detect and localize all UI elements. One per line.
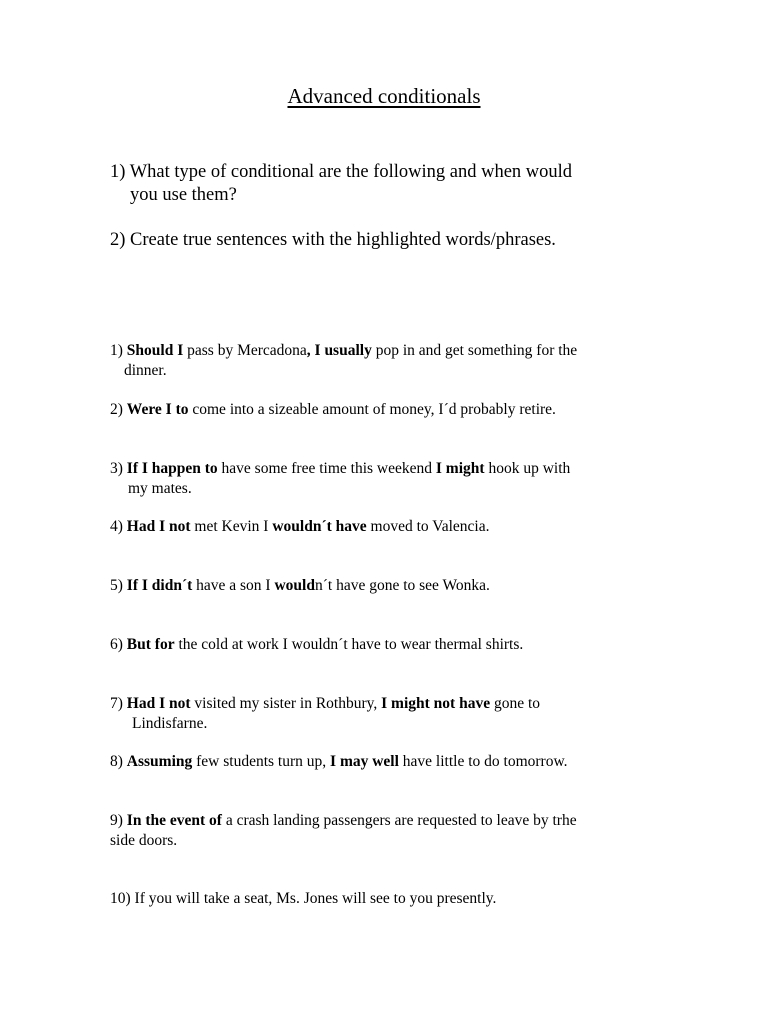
sentence-text: 9)	[110, 812, 127, 829]
sentence-text: 10) If you will take a seat, Ms. Jones will see to you presently.	[110, 890, 497, 907]
sentence-text: come into a sizeable amount of money, I´d probably retire.	[188, 401, 556, 418]
highlighted-phrase: would	[274, 577, 315, 594]
highlighted-phrase: I might	[435, 460, 485, 477]
sentence-text: n´t have gone to see Wonka.	[314, 577, 490, 594]
sentence-text: hook up with	[484, 460, 571, 477]
sentence-7	[110, 694, 680, 734]
highlighted-phrase: If I happen to	[126, 460, 218, 477]
highlighted-phrase: Should I	[126, 342, 184, 359]
sentence-9	[110, 811, 680, 851]
highlighted-phrase: wouldn´t have	[272, 518, 367, 535]
sentence-8	[110, 752, 680, 772]
instruction-2-line1: 2) Create true sentences with the highlighted words/phrases.	[110, 230, 556, 250]
highlighted-phrase: In the event of	[126, 812, 222, 829]
page-title: Advanced conditionals	[287, 84, 481, 108]
highlighted-phrase: Had I not	[126, 518, 191, 535]
sentence-5	[110, 576, 680, 596]
sentence-text: pass by Mercadona	[183, 342, 307, 359]
sentence-text: 4)	[110, 518, 127, 535]
sentence-text: few students turn up,	[192, 753, 331, 770]
sentence-text: met Kevin I	[190, 518, 273, 535]
highlighted-phrase: If I didn´t	[126, 577, 193, 594]
sentence-text: a crash landing passengers are requested to leave by trhe	[221, 812, 577, 829]
sentence-text: have a son I	[192, 577, 275, 594]
sentence-text: have some free time this weekend	[217, 460, 436, 477]
instruction-1	[110, 161, 670, 207]
highlighted-phrase: Assuming	[126, 753, 193, 770]
sentence-2	[110, 400, 680, 420]
sentence-text: 2)	[110, 401, 127, 418]
sentence-text: 5)	[110, 577, 127, 594]
sentence-continuation: side doors.	[110, 832, 178, 849]
highlighted-phrase: Had I not	[126, 695, 191, 712]
sentence-3	[110, 459, 680, 499]
sentence-text: have little to do tomorrow.	[398, 753, 568, 770]
sentence-text: 8)	[110, 753, 127, 770]
instruction-2	[110, 229, 670, 252]
instruction-1-line2: you use them?	[130, 185, 237, 205]
highlighted-phrase: I may well	[330, 753, 399, 770]
highlighted-phrase: But for	[126, 636, 175, 653]
sentence-continuation: my mates.	[128, 480, 192, 497]
sentence-4	[110, 517, 680, 537]
instruction-1-line1: 1) What type of conditional are the following and when would	[110, 162, 573, 182]
sentence-text: gone to	[490, 695, 541, 712]
sentence-text: pop in and get something for the	[371, 342, 578, 359]
sentence-6	[110, 635, 680, 655]
highlighted-phrase: , I usually	[306, 342, 372, 359]
sentence-1	[110, 341, 680, 381]
sentence-text: moved to Valencia.	[366, 518, 490, 535]
sentence-text: 6)	[110, 636, 127, 653]
sentence-continuation: Lindisfarne.	[132, 715, 208, 732]
sentence-text: 1)	[110, 342, 127, 359]
sentence-text: the cold at work I wouldn´t have to wear thermal shirts.	[174, 636, 524, 653]
sentence-10	[110, 889, 680, 909]
highlighted-phrase: I might not have	[381, 695, 491, 712]
highlighted-phrase: Were I to	[126, 401, 189, 418]
sentence-text: 7)	[110, 695, 127, 712]
sentence-text: visited my sister in Rothbury,	[190, 695, 382, 712]
sentence-continuation: dinner.	[124, 362, 167, 379]
sentence-text: 3)	[110, 460, 127, 477]
